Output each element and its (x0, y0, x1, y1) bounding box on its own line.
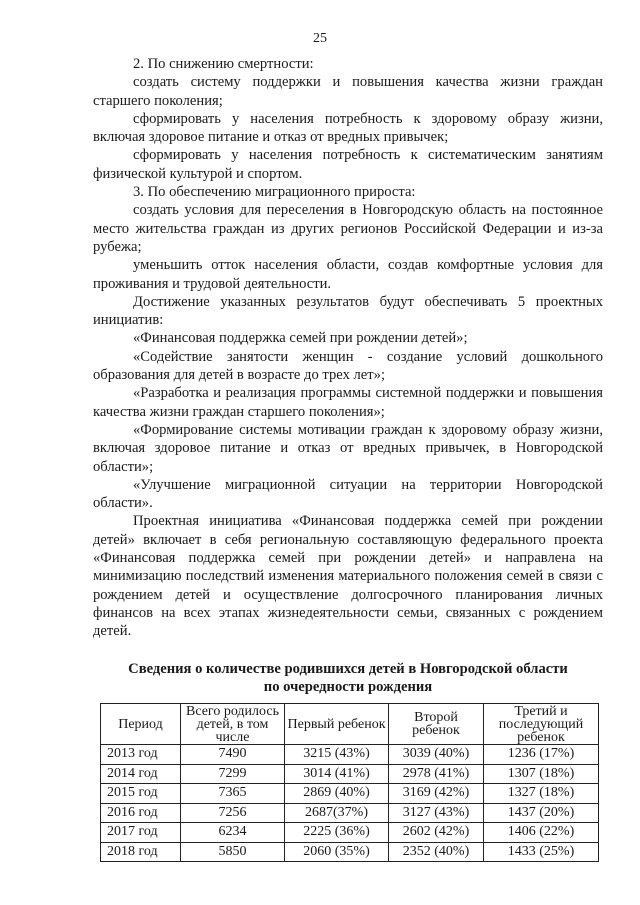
cell-total: 7299 (181, 764, 285, 784)
header-first: Первый ребенок (285, 704, 389, 745)
cell-second: 3039 (40%) (389, 745, 484, 765)
cell-first: 2225 (36%) (285, 823, 389, 843)
cell-first: 3215 (43%) (285, 745, 389, 765)
cell-third: 1437 (20%) (484, 803, 599, 823)
paragraph: «Улучшение миграционной ситуации на территории Новгородской области». (93, 476, 603, 512)
cell-total: 5850 (181, 842, 285, 862)
cell-total: 7490 (181, 745, 285, 765)
cell-first: 2687(37%) (285, 803, 389, 823)
cell-second: 2602 (42%) (389, 823, 484, 843)
cell-first: 2060 (35%) (285, 842, 389, 862)
header-total: Всего родилось детей, в том числе (181, 704, 285, 745)
cell-period: 2014 год (101, 764, 181, 784)
cell-third: 1307 (18%) (484, 764, 599, 784)
header-second: Второй ребенок (389, 704, 484, 745)
body-text (93, 55, 603, 641)
table-row (101, 745, 599, 765)
table-row (101, 764, 599, 784)
paragraph: Проектная инициатива «Финансовая поддержка семей при рождении детей» включает в себя региональную составляющую федерального проекта «Финансовая поддержка семей при рождении детей» и направлена на минимизацию последствий изменения материального положения семей в связи с рождением детей и осуществление долгосрочного планирования личных финансов на всех этапах жизнедеятельности семьи, связанных с рождением детей. (93, 513, 603, 640)
cell-period: 2015 год (101, 784, 181, 804)
paragraph: 3. По обеспечению миграционного прироста: (133, 184, 416, 201)
header-period: Период (101, 704, 181, 745)
cell-period: 2018 год (101, 842, 181, 862)
cell-first: 3014 (41%) (285, 764, 389, 784)
cell-total: 6234 (181, 823, 285, 843)
cell-period: 2017 год (101, 823, 181, 843)
table-row (101, 784, 599, 804)
table-row (101, 803, 599, 823)
paragraph: сформировать у населения потребность к систематическим занятиям физической культурой и спортом. (93, 147, 603, 182)
cell-second: 3127 (43%) (389, 803, 484, 823)
cell-period: 2013 год (101, 745, 181, 765)
cell-first: 2869 (40%) (285, 784, 389, 804)
paragraph: «Содействие занятости женщин - создание условий дошкольного образования для детей в возрасте до трех лет»; (93, 348, 603, 384)
paragraph: сформировать у населения потребность к здоровому образу жизни, включая здоровое питание и отказ от вредных привычек; (93, 110, 603, 146)
cell-second: 3169 (42%) (389, 784, 484, 804)
table-title-line: Сведения о количестве родившихся детей в Новгородской области (128, 661, 568, 677)
table-row (101, 842, 599, 862)
cell-second: 2352 (40%) (389, 842, 484, 862)
table-title (93, 660, 603, 696)
paragraph: Достижение указанных результатов будут обеспечивать 5 проектных инициатив: (93, 293, 603, 329)
table-row (101, 823, 599, 843)
paragraph: «Разработка и реализация программы системной поддержки и повышения качества жизни граждан старшего поколения»; (93, 385, 603, 420)
cell-third: 1236 (17%) (484, 745, 599, 765)
paragraph: уменьшить отток населения области, создав комфортные условия для проживания и трудовой деятельности. (93, 257, 603, 292)
paragraph: создать систему поддержки и повышения качества жизни граждан старшего поколения; (93, 74, 603, 109)
cell-third: 1433 (25%) (484, 842, 599, 862)
cell-second: 2978 (41%) (389, 764, 484, 784)
cell-third: 1406 (22%) (484, 823, 599, 843)
paragraph: 2. По снижению смертности: (133, 56, 314, 72)
header-third: Третий и последующий ребенок (484, 704, 599, 745)
cell-total: 7256 (181, 803, 285, 823)
births-table (100, 703, 599, 862)
cell-third: 1327 (18%) (484, 784, 599, 804)
paragraph: «Финансовая поддержка семей при рождении детей»; (133, 330, 468, 347)
paragraph: создать условия для переселения в Новгородскую область на постоянное место жительства граждан из других регионов Российской Федерации и из-за рубежа; (93, 202, 603, 255)
cell-period: 2016 год (101, 803, 181, 823)
paragraph: «Формирование системы мотивации граждан к здоровому образу жизни, включая здоровое питание и отказ от вредных привычек, в Новгородской области»; (93, 421, 603, 475)
cell-total: 7365 (181, 784, 285, 804)
table-header-row (101, 704, 599, 745)
table-title-line: по очередности рождения (263, 679, 433, 695)
page-number: 25 (313, 31, 327, 46)
